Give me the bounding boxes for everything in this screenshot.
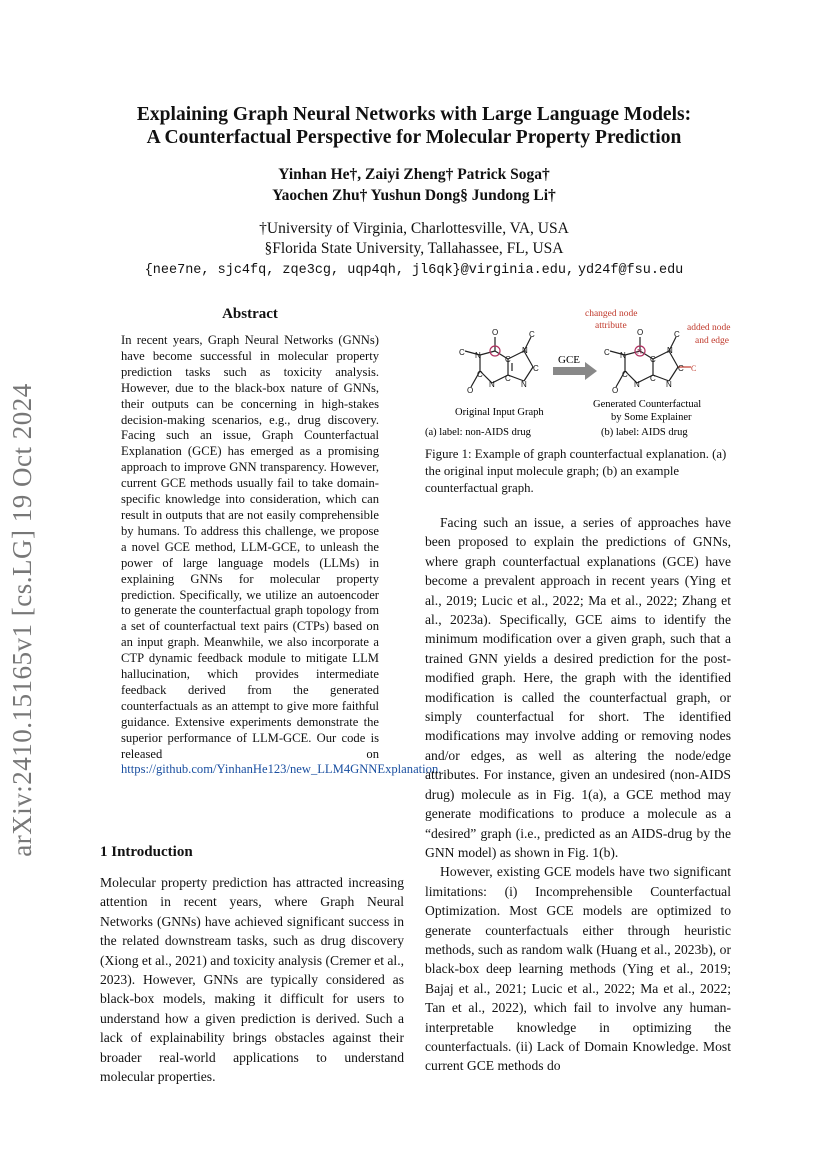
code-link[interactable]: https://github.com/YinhanHe123/new_LLM4GNNExplanation. xyxy=(121,762,442,777)
paper-title xyxy=(100,103,728,149)
introduction-paragraph: Molecular property prediction has attracted increasing attention in recent years, where Graph Neural Networks (GNNs) have achieved significant success in the related downstream tasks, such as drug discovery (Xiong et al., 2021) and toxicity analysis (Cremer et al., 2023). However, GNNs are typically considered as black-box models, making it difficult for users to understand how a given prediction is derived. Such a lack of explainability brings obstacles against their broader real-world applications to understand molecular properties. xyxy=(100,875,404,1085)
svg-text:N: N xyxy=(667,346,673,355)
affiliation-uva: †University of Virginia, Charlottesville, VA, USA xyxy=(259,220,569,237)
annotation-node-line2: attribute xyxy=(595,321,627,331)
arxiv-identifier: arXiv:2410.15165v1 [cs.LG] 19 Oct 2024 xyxy=(7,383,37,857)
right-caption-line1: Generated Counterfactual xyxy=(593,399,702,410)
email-fsu[interactable]: yd24f@fsu.edu xyxy=(577,263,684,278)
svg-text:C: C xyxy=(674,330,680,339)
svg-text:C: C xyxy=(678,364,684,373)
svg-text:C: C xyxy=(622,370,628,379)
svg-text:N: N xyxy=(637,348,643,356)
svg-text:O: O xyxy=(492,328,499,337)
abstract-body xyxy=(121,333,442,778)
svg-text:O: O xyxy=(612,386,619,395)
svg-text:O: O xyxy=(467,386,474,395)
molecule-figure xyxy=(425,305,731,445)
title-line-1: Explaining Graph Neural Networks with Large Language Models: xyxy=(136,104,692,125)
annotation-node-line1: changed node xyxy=(585,309,638,319)
svg-text:C: C xyxy=(604,348,610,357)
section-heading-introduction: 1 Introduction xyxy=(100,844,193,860)
figure-caption: Figure 1: Example of graph counterfactual explanation. (a) the original input molecule graph; (b) an example counterfactual graph. xyxy=(425,447,727,495)
svg-text:C: C xyxy=(533,364,539,373)
svg-text:C: C xyxy=(650,355,656,364)
left-caption: Original Input Graph xyxy=(455,407,544,418)
svg-text:O: O xyxy=(637,328,644,337)
email-line xyxy=(100,259,728,281)
email-uva[interactable]: {nee7ne, sjc4fq, zqe3cg, uqp4qh, jl6qk}@virginia.edu, xyxy=(144,263,575,278)
left-sub-caption: (a) label: non-AIDS drug xyxy=(425,427,531,438)
svg-text:C: C xyxy=(691,364,697,373)
gce-arrow-label: GCE xyxy=(558,354,580,366)
svg-text:C: C xyxy=(505,355,511,364)
svg-text:N: N xyxy=(489,380,495,389)
svg-text:N: N xyxy=(522,346,528,355)
paragraph-gce-background: Facing such an issue, a series of approaches have been proposed to explain the predictions of GNNs, where graph counterfactual explanations (GCE) have become a prevalent approach in recent years (Ying et al., 2019; Lucic et al., 2022; Ma et al., 2022; Zhang et al., 2023a). Specifically, GCE aims to identify the minimum modification over a given graph, such that a trained GNN yields a desired prediction for the post-modified graph. Here, the graph with the identified modification is called the counterfactual graph, or simply counterfactual for short. The identified modifications may involve adding or removing nodes and/or edges, as well as altering the node/edge attributes. For instance, given an undesired (non-AIDS drug) molecule as in Fig. 1(a), a GCE method may generate modifications to produce a molecule as a “desired” graph (i.e., predicted as an AIDS-drug by the GNN model) as shown in Fig. 1(b). xyxy=(425,515,731,860)
svg-text:N: N xyxy=(620,351,626,360)
paragraph-gce-limitations: However, existing GCE models have two significant limitations: (i) Incomprehensible Counterfactual Optimization. Most GCE models are optimized to generate counterfactuals either through heuristic methods, such as random walk (Huang et al., 2023b), or black-box deep learning methods (Ying et al., 2019; Bajaj et al., 2021; Lucic et al., 2022; Ma et al., 2022; Tan et al., 2022), which fail to involve any human-interpretable knowledge in optimizing the counterfactuals. (ii) Lack of Domain Knowledge. Most current GCE methods do xyxy=(425,864,731,1074)
svg-text:C: C xyxy=(650,374,656,383)
abstract-heading: Abstract xyxy=(222,306,278,322)
author-list xyxy=(120,164,708,206)
abstract-text: In recent years, Graph Neural Networks (GNNs) have become successful in molecular property prediction tasks such as toxicity analysis. However, due to the black-box nature of GNNs, their outputs can be concerning in high-stakes decision-making scenarios, e.g., drug discovery. Facing such an issue, Graph Counterfactual Explanation (GCE) has emerged as a promising approach to improve GNN transparency. However, current GCE methods usually fail to take domain-specific knowledge into consideration, which can result in outputs that are not easily comprehensible by humans. To address this challenge, we propose a novel GCE method, LLM-GCE, to unleash the power of large language models (LLMs) in explaining GNNs for molecular property prediction. Specifically, we utilize an autoencoder to generate the counterfactual graph topology from a set of counterfactual text pairs (CTPs) based on an input graph. Meanwhile, we also incorporate a CTP dynamic feedback module to mitigate LLM hallucination, which provides intermediate feedback derived from the generated counterfactuals as an attempt to give more faithful guidance. Extensive experiments demonstrate the superior performance of LLM-GCE. Our code is released on xyxy=(121,333,379,761)
affiliation-fsu: §Florida State University, Tallahassee, FL, USA xyxy=(264,240,564,257)
authors-line-2: Yaochen Zhu† Yushun Dong§ Jundong Li† xyxy=(272,187,556,204)
svg-text:C: C xyxy=(529,330,535,339)
svg-text:N: N xyxy=(521,380,527,389)
annotation-edge-line1: added node xyxy=(687,323,731,333)
right-caption-line2: by Some Explainer xyxy=(611,412,692,423)
right-column-text xyxy=(425,513,731,1076)
figure-1 xyxy=(425,305,731,445)
svg-text:C: C xyxy=(477,370,483,379)
right-sub-caption: (b) label: AIDS drug xyxy=(601,427,688,438)
authors-line-1: Yinhan He†, Zaiyi Zheng† Patrick Soga† xyxy=(278,166,550,183)
svg-text:N: N xyxy=(666,380,672,389)
affiliations xyxy=(100,219,728,281)
svg-text:C: C xyxy=(459,348,465,357)
svg-text:N: N xyxy=(475,351,481,360)
annotation-edge-line2: and edge xyxy=(695,336,730,346)
svg-text:C: C xyxy=(505,374,511,383)
svg-text:N: N xyxy=(634,380,640,389)
title-line-2: A Counterfactual Perspective for Molecular Property Prediction xyxy=(146,127,682,148)
